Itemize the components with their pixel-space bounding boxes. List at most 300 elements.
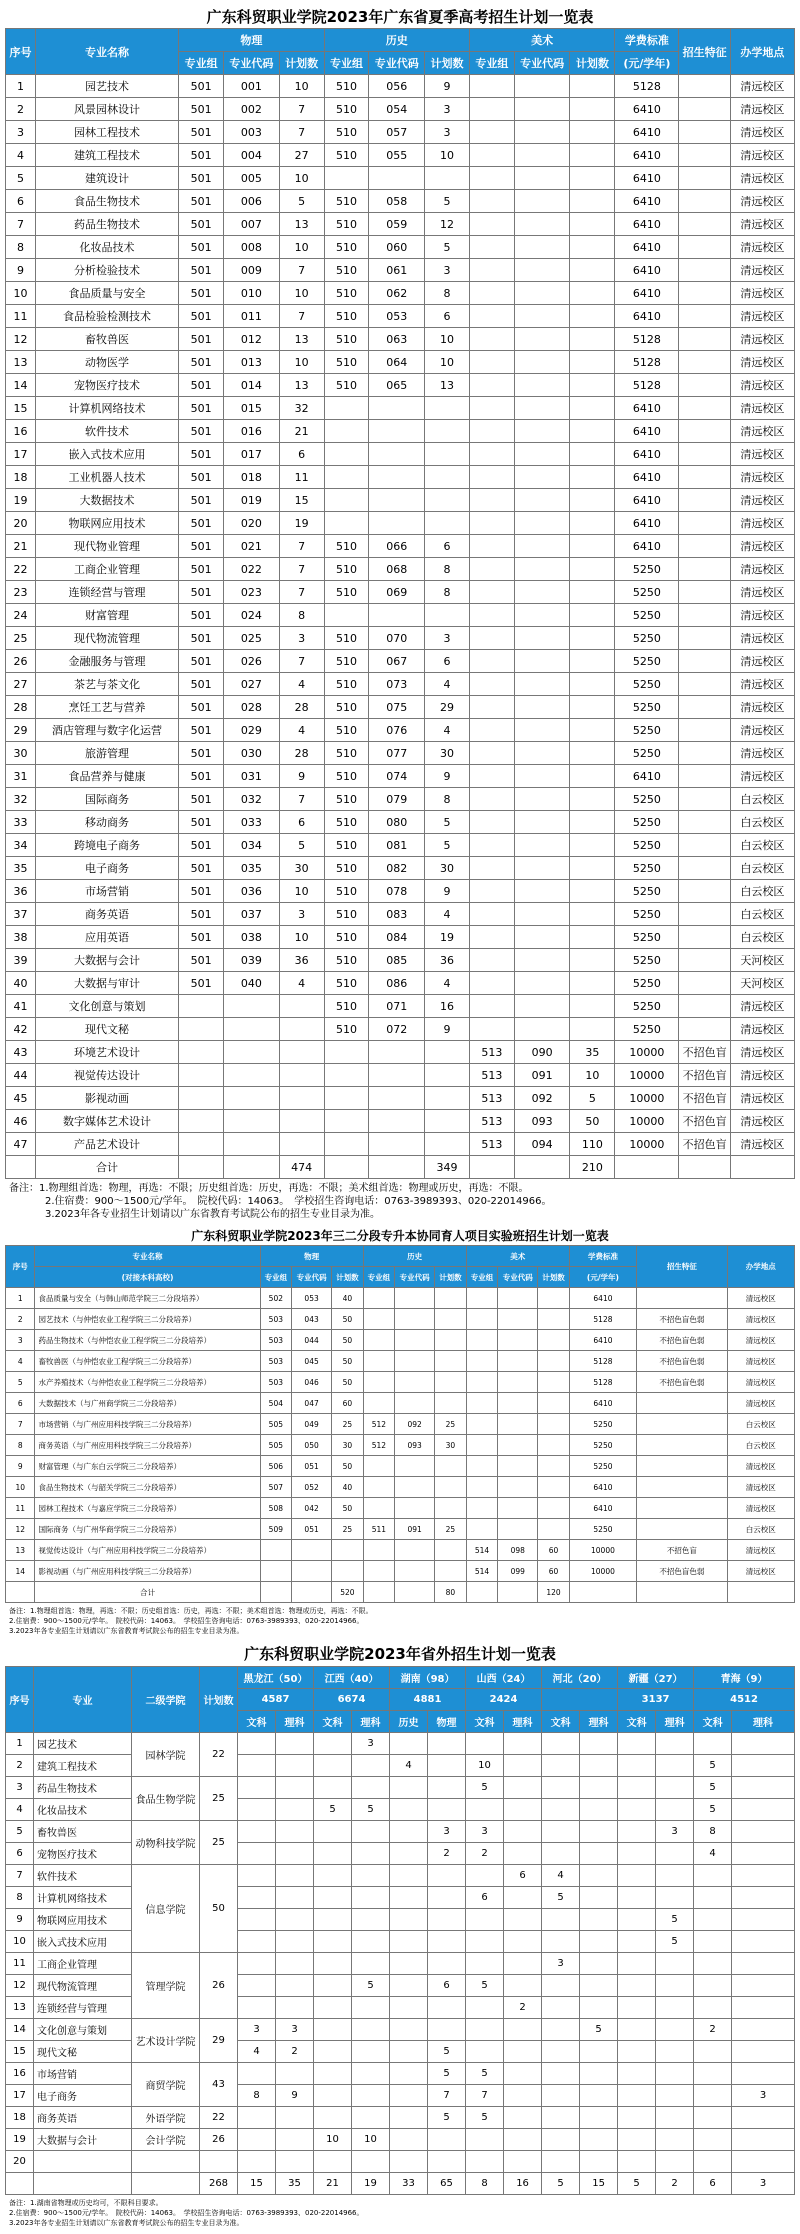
table-cell — [679, 972, 730, 995]
table-cell — [363, 1540, 395, 1561]
table-cell — [469, 535, 514, 558]
table-cell: 清远校区 — [730, 489, 794, 512]
note-line: 3.2023年各专业招生计划请以广东省教育考试院公布的招生专业目录为准。 — [9, 2219, 244, 2227]
table-cell — [514, 75, 570, 98]
table-cell: 052 — [292, 1477, 332, 1498]
table-cell — [276, 1931, 314, 1953]
table-cell: 053 — [292, 1288, 332, 1309]
table-cell: 056 — [369, 75, 425, 98]
total-cell — [6, 2173, 34, 2195]
table-cell: 8 — [279, 604, 324, 627]
table-cell: 38 — [6, 926, 36, 949]
row-college: 商贸学院 — [132, 2063, 200, 2107]
table-row — [6, 1997, 795, 2019]
table-row — [6, 765, 795, 788]
table-cell — [570, 190, 615, 213]
table-cell — [656, 1975, 694, 1997]
total-cell — [363, 1582, 395, 1603]
table-cell: 15 — [279, 489, 324, 512]
table-cell: 5128 — [569, 1309, 636, 1330]
table-cell: 007 — [224, 213, 280, 236]
total-cell — [260, 1582, 292, 1603]
table-cell: 510 — [324, 811, 369, 834]
table-cell: 建筑工程技术 — [35, 144, 178, 167]
table-row — [6, 1540, 795, 1561]
table-cell — [390, 2085, 428, 2107]
table-cell: 40 — [332, 1288, 364, 1309]
table-cell — [538, 1519, 570, 1540]
table-cell — [469, 857, 514, 880]
table-cell — [618, 1887, 656, 1909]
table-cell — [466, 1498, 498, 1519]
table-cell: 513 — [469, 1133, 514, 1156]
table-cell: 50 — [570, 1110, 615, 1133]
table-cell: 9 — [279, 765, 324, 788]
table-cell — [466, 1733, 504, 1755]
table-cell: 2 — [466, 1843, 504, 1865]
table-cell: 商务英语 — [35, 903, 178, 926]
table-cell: 5 — [694, 1755, 732, 1777]
table-cell: 现代物业管理 — [35, 535, 178, 558]
table-cell — [469, 880, 514, 903]
row-plan — [200, 2151, 238, 2173]
table-cell: 505 — [260, 1435, 292, 1456]
table-cell: 环境艺术设计 — [35, 1041, 178, 1064]
note-line: 2.住宿费：900～1500元/学年。 院校代码：14063。 学校招生咨询电话：0763-3989393、020-22014966。 — [45, 1196, 552, 1207]
table-cell: 5250 — [615, 627, 679, 650]
table-cell — [679, 351, 730, 374]
table-cell: 园林工程技术（与嘉应学院三二分段培养） — [35, 1498, 260, 1519]
table-cell: 502 — [260, 1288, 292, 1309]
row-college: 艺术设计学院 — [132, 2019, 200, 2063]
table-cell: 501 — [179, 949, 224, 972]
table-cell: 8 — [425, 282, 470, 305]
table-cell — [466, 1351, 498, 1372]
total-history: 349 — [425, 1156, 470, 1179]
table-cell: 41 — [6, 995, 36, 1018]
table-cell — [324, 443, 369, 466]
table-cell: 9 — [425, 1018, 470, 1041]
table-cell — [732, 1997, 795, 2019]
table-cell — [369, 443, 425, 466]
table-cell: 5250 — [569, 1456, 636, 1477]
header-group: 专业组 — [324, 52, 369, 75]
table-cell: 510 — [324, 742, 369, 765]
table-cell — [428, 1865, 466, 1887]
table-cell — [469, 328, 514, 351]
table-cell: 510 — [324, 98, 369, 121]
table-row — [6, 2019, 795, 2041]
table-cell — [314, 1887, 352, 1909]
table-cell — [679, 443, 730, 466]
table-cell — [542, 2085, 580, 2107]
table-cell — [570, 75, 615, 98]
table-cell: 6410 — [569, 1330, 636, 1351]
table-cell — [332, 1540, 364, 1561]
table-cell — [694, 2107, 732, 2129]
table-cell: 烹饪工艺与营养 — [35, 696, 178, 719]
table-cell — [425, 604, 470, 627]
table-cell — [276, 1865, 314, 1887]
table-cell: 510 — [324, 282, 369, 305]
table-cell — [466, 2041, 504, 2063]
table-cell — [694, 1975, 732, 1997]
row-no: 5 — [6, 1821, 34, 1843]
table-cell: 020 — [224, 512, 280, 535]
table-row — [6, 719, 795, 742]
table-row — [6, 98, 795, 121]
table-cell — [466, 1931, 504, 1953]
total-cell — [569, 1582, 636, 1603]
table-cell: 清远校区 — [730, 167, 794, 190]
table-cell — [466, 1997, 504, 2019]
row-plan: 50 — [200, 1865, 238, 1953]
table-cell — [428, 2019, 466, 2041]
table-cell: 32 — [6, 788, 36, 811]
total-value: 8 — [466, 2173, 504, 2195]
table-cell: 075 — [369, 696, 425, 719]
table-cell: 建筑设计 — [35, 167, 178, 190]
table-cell: 067 — [369, 650, 425, 673]
table-cell: 酒店管理与数字化运营 — [35, 719, 178, 742]
table-cell — [352, 1887, 390, 1909]
table-cell: 16 — [425, 995, 470, 1018]
table-cell — [656, 2107, 694, 2129]
table-cell: 不招色盲 — [679, 1133, 730, 1156]
table3-notes — [5, 2195, 795, 2234]
table2-notes — [5, 1603, 795, 1642]
table-cell: 数字媒体艺术设计 — [35, 1110, 178, 1133]
total-value: 5 — [542, 2173, 580, 2195]
total-cell — [727, 1582, 794, 1603]
table-cell — [514, 995, 570, 1018]
table-cell: 34 — [6, 834, 36, 857]
table-cell: 10 — [466, 1755, 504, 1777]
table-cell: 园艺技术（与仲恺农业工程学院三二分段培养） — [35, 1309, 260, 1330]
table-cell — [238, 1953, 276, 1975]
table-cell — [542, 1799, 580, 1821]
table-cell: 60 — [538, 1561, 570, 1582]
table-cell — [390, 1865, 428, 1887]
table1-notes — [5, 1179, 795, 1227]
table-cell — [514, 1018, 570, 1041]
table-cell: 7 — [279, 305, 324, 328]
table-cell — [352, 2085, 390, 2107]
table-cell — [570, 719, 615, 742]
table-cell — [732, 1733, 795, 1755]
table-cell: 3 — [428, 1821, 466, 1843]
table-cell: 10 — [6, 1477, 35, 1498]
table-cell — [369, 1133, 425, 1156]
header-group: 专业组 — [466, 1267, 498, 1288]
table-cell — [637, 1414, 727, 1435]
table-cell: 4 — [279, 719, 324, 742]
row-major: 嵌入式技术应用 — [34, 1931, 132, 1953]
row-no: 8 — [6, 1887, 34, 1909]
table-cell — [618, 2151, 656, 2173]
table-cell — [618, 1997, 656, 2019]
table-cell — [618, 2019, 656, 2041]
total-cell — [292, 1582, 332, 1603]
table-row — [6, 834, 795, 857]
row-college: 会计学院 — [132, 2129, 200, 2151]
table-cell — [504, 1975, 542, 1997]
table-cell — [435, 1561, 467, 1582]
table-cell: 501 — [179, 75, 224, 98]
header-major: 专业名称 — [35, 1246, 260, 1267]
table-cell: 5 — [352, 1975, 390, 1997]
table-cell: 5 — [466, 2107, 504, 2129]
table-cell — [570, 834, 615, 857]
table-cell: 501 — [179, 144, 224, 167]
table-row — [6, 1519, 795, 1540]
table-cell: 501 — [179, 466, 224, 489]
table-row — [6, 397, 795, 420]
total-cell — [324, 1156, 369, 1179]
row-no: 13 — [6, 1997, 34, 2019]
table-cell: 国际商务（与广州华商学院三二分段培养） — [35, 1519, 260, 1540]
table-cell — [469, 696, 514, 719]
table-cell: 510 — [324, 328, 369, 351]
table-cell: 061 — [369, 259, 425, 282]
table-cell — [469, 788, 514, 811]
table-cell — [238, 2151, 276, 2173]
table-cell: 6410 — [615, 443, 679, 466]
table-cell — [469, 213, 514, 236]
table-cell — [570, 167, 615, 190]
table-cell — [314, 1777, 352, 1799]
table-row — [6, 673, 795, 696]
table-row — [6, 1330, 795, 1351]
table-cell — [656, 1843, 694, 1865]
table-cell — [637, 1393, 727, 1414]
table-cell: 4 — [425, 719, 470, 742]
table-cell — [390, 2151, 428, 2173]
table-cell — [504, 1799, 542, 1821]
row-college: 园林学院 — [132, 1733, 200, 1777]
table-cell — [679, 995, 730, 1018]
table-cell — [352, 1821, 390, 1843]
table-cell: 27 — [6, 673, 36, 696]
table-cell: 10000 — [615, 1133, 679, 1156]
table-cell: 501 — [179, 351, 224, 374]
row-no: 18 — [6, 2107, 34, 2129]
table-cell — [469, 765, 514, 788]
table-cell — [570, 949, 615, 972]
table-cell — [570, 765, 615, 788]
table-cell — [514, 512, 570, 535]
table-cell: 31 — [6, 765, 36, 788]
row-major: 化妆品技术 — [34, 1799, 132, 1821]
table-cell: 030 — [224, 742, 280, 765]
table-cell — [428, 1733, 466, 1755]
table-cell — [732, 1821, 795, 1843]
table-cell — [732, 2041, 795, 2063]
table-cell — [570, 374, 615, 397]
note-line: 备注：1.物理组首选：物理，再选：不限；历史组首选：历史，再选：不限；美术组首选：物理或历史，再选：不限。 — [9, 1183, 529, 1194]
table-cell: 8 — [6, 236, 36, 259]
table-cell: 510 — [324, 535, 369, 558]
table-cell: 食品质量与安全 — [35, 282, 178, 305]
table-cell — [352, 1755, 390, 1777]
table-cell: 25 — [332, 1414, 364, 1435]
table-cell — [435, 1498, 467, 1519]
table-cell: 5 — [425, 236, 470, 259]
table-cell: 软件技术 — [35, 420, 178, 443]
table-cell: 7 — [279, 650, 324, 673]
table-cell: 017 — [224, 443, 280, 466]
table-row — [6, 811, 795, 834]
table-cell — [238, 2129, 276, 2151]
table-cell: 045 — [292, 1351, 332, 1372]
table-cell — [498, 1498, 538, 1519]
table-cell: 60 — [538, 1540, 570, 1561]
table-cell — [570, 742, 615, 765]
total-value: 6 — [694, 2173, 732, 2195]
table-cell — [514, 535, 570, 558]
table-cell: 10 — [425, 351, 470, 374]
table-cell — [679, 282, 730, 305]
note-line: 2.住宿费：900～1500元/学年。 院校代码：14063。 学校招生咨询电话：0763-3989393、020-22014966。 — [9, 2209, 364, 2217]
table-cell: 011 — [224, 305, 280, 328]
summer-plan-table — [5, 28, 795, 1179]
table-cell — [580, 1909, 618, 1931]
table-cell — [542, 2129, 580, 2151]
table-cell: 049 — [292, 1414, 332, 1435]
table-cell: 006 — [224, 190, 280, 213]
table-cell: 清远校区 — [730, 190, 794, 213]
table-cell — [238, 1821, 276, 1843]
table-cell — [514, 949, 570, 972]
total-cell — [6, 1582, 35, 1603]
table-cell: 清远校区 — [730, 328, 794, 351]
province-header: 江西（40） — [314, 1667, 390, 1689]
table-cell — [314, 2019, 352, 2041]
table-cell — [504, 2019, 542, 2041]
table-cell: 13 — [425, 374, 470, 397]
subject-header: 历史 — [390, 1711, 428, 1733]
province-code: 4881 — [390, 1689, 466, 1711]
table-cell — [469, 604, 514, 627]
table-cell — [618, 2107, 656, 2129]
table-cell — [428, 1777, 466, 1799]
table-cell — [352, 1997, 390, 2019]
table-cell: 023 — [224, 581, 280, 604]
table-cell: 园林工程技术 — [35, 121, 178, 144]
table-cell — [679, 719, 730, 742]
row-no: 2 — [6, 1755, 34, 1777]
table-cell — [425, 1064, 470, 1087]
table-cell — [618, 2129, 656, 2151]
header-no: 序号 — [6, 1246, 35, 1288]
sanerfenduan-plan-table — [5, 1245, 795, 1603]
province-code: 4512 — [694, 1689, 795, 1711]
table-cell: 不招色盲 — [679, 1110, 730, 1133]
table-row — [6, 1351, 795, 1372]
row-major: 建筑工程技术 — [34, 1755, 132, 1777]
table-cell: 白云校区 — [727, 1414, 794, 1435]
row-major: 现代物流管理 — [34, 1975, 132, 1997]
table-cell: 058 — [369, 190, 425, 213]
table-cell — [514, 282, 570, 305]
table-cell — [656, 2085, 694, 2107]
table-cell: 034 — [224, 834, 280, 857]
table-cell — [469, 512, 514, 535]
table-cell: 6410 — [615, 420, 679, 443]
table-cell — [580, 2107, 618, 2129]
table-cell — [618, 1777, 656, 1799]
table-cell: 50 — [332, 1309, 364, 1330]
row-no: 16 — [6, 2063, 34, 2085]
table-cell — [260, 1540, 292, 1561]
table-cell — [514, 489, 570, 512]
table-cell: 8 — [238, 2085, 276, 2107]
table-cell: 5 — [352, 1799, 390, 1821]
table-cell: 9 — [6, 259, 36, 282]
table-cell — [732, 1887, 795, 1909]
table-row — [6, 1755, 795, 1777]
table-cell — [679, 903, 730, 926]
table-cell: 501 — [179, 512, 224, 535]
table-cell: 17 — [6, 443, 36, 466]
table-cell — [656, 1777, 694, 1799]
table-cell — [570, 328, 615, 351]
table-cell — [466, 1953, 504, 1975]
table-cell: 022 — [224, 558, 280, 581]
table-cell: 5 — [6, 167, 36, 190]
table-cell: 影视动画 — [35, 1087, 178, 1110]
header-campus: 办学地点 — [730, 29, 794, 75]
table-cell: 008 — [224, 236, 280, 259]
table-cell: 5128 — [615, 374, 679, 397]
table-cell — [238, 1909, 276, 1931]
table-cell: 6410 — [615, 98, 679, 121]
table-cell: 510 — [324, 788, 369, 811]
table-cell: 501 — [179, 535, 224, 558]
table-cell — [314, 2063, 352, 2085]
table-cell — [504, 2063, 542, 2085]
page — [5, 0, 795, 2234]
table-cell: 001 — [224, 75, 280, 98]
table-cell: 082 — [369, 857, 425, 880]
table-cell: 清远校区 — [727, 1309, 794, 1330]
table-cell: 4 — [279, 673, 324, 696]
table-cell — [435, 1330, 467, 1351]
table-cell: 059 — [369, 213, 425, 236]
table-cell — [656, 2041, 694, 2063]
table-cell: 046 — [292, 1372, 332, 1393]
table-cell — [390, 1931, 428, 1953]
row-no: 15 — [6, 2041, 34, 2063]
header-physics: 物理 — [260, 1246, 363, 1267]
table-cell: 8 — [694, 1821, 732, 1843]
table-cell — [732, 1755, 795, 1777]
table-cell: 510 — [324, 236, 369, 259]
table-cell — [570, 857, 615, 880]
table-cell — [570, 259, 615, 282]
table-cell — [390, 1843, 428, 1865]
table-cell — [538, 1288, 570, 1309]
table-cell: 501 — [179, 765, 224, 788]
table-cell — [498, 1477, 538, 1498]
table-cell — [292, 1561, 332, 1582]
table-row — [6, 374, 795, 397]
table-cell: 21 — [6, 535, 36, 558]
table-cell — [504, 2151, 542, 2173]
table-cell — [469, 650, 514, 673]
table-cell — [363, 1351, 395, 1372]
table-cell: 大数据与审计 — [35, 972, 178, 995]
